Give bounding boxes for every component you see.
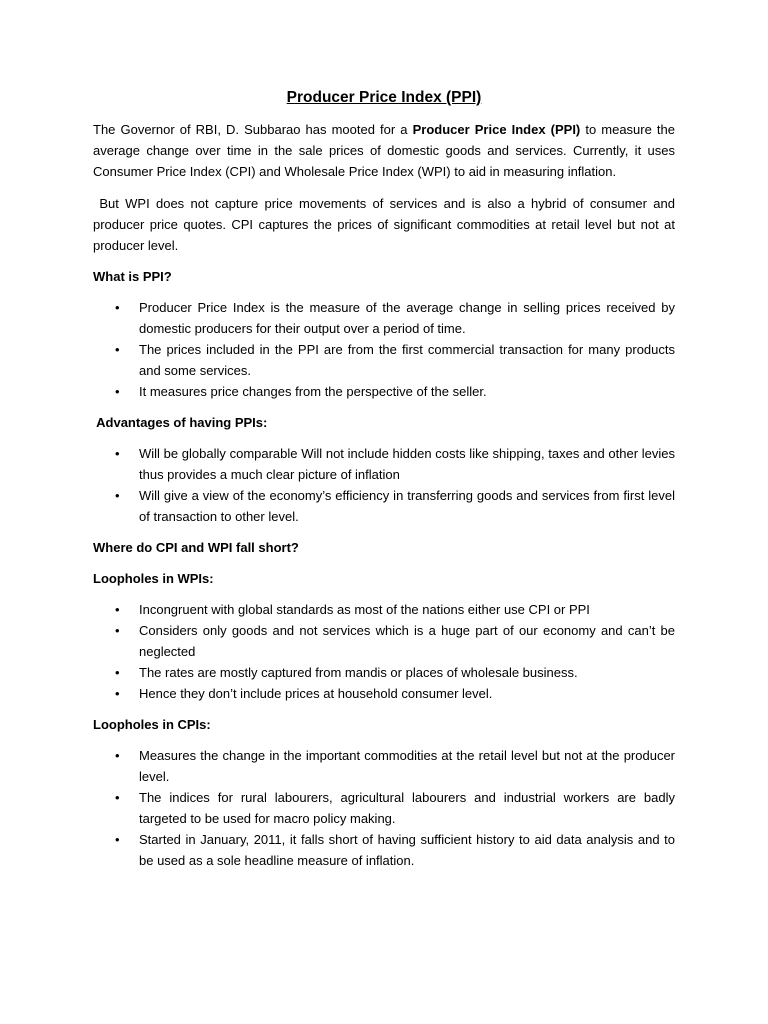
section-heading-what-is-ppi: What is PPI?	[93, 269, 172, 284]
list-item: • Incongruent with global standards as most of the nations either use CPI or PPI	[93, 599, 675, 620]
list-item: • Hence they don’t include prices at household consumer level.	[93, 683, 675, 704]
section-heading-cpi-loopholes: Loopholes in CPIs:	[93, 717, 211, 732]
wpi-loopholes-list	[93, 599, 675, 704]
intro-text-1: The Governor of RBI, D. Subbarao has mooted for a	[93, 122, 413, 137]
wpi-cpi-text: But WPI does not capture price movements of services and is also a hybrid of consumer and producer price quotes. CPI captures the prices of significant commodities at retail level but not at producer level.	[93, 196, 679, 253]
section-heading-wpi-loopholes: Loopholes in WPIs:	[93, 571, 214, 586]
list-item: • Will be globally comparable Will not include hidden costs like shipping, taxes and other levies thus provides a much clear picture of inflation	[93, 443, 675, 485]
document-body	[93, 87, 679, 881]
list-item: • Started in January, 2011, it falls short of having sufficient history to aid data analysis and to be used as a sole headline measure of inflation.	[93, 829, 675, 871]
intro-paragraph	[93, 119, 675, 182]
page-title: Producer Price Index (PPI)	[286, 89, 482, 106]
intro-bold-term: Producer Price Index (PPI)	[412, 122, 581, 137]
what-is-ppi-list	[93, 297, 675, 402]
list-item: • Producer Price Index is the measure of the average change in selling prices received by domestic producers for their output over a period of time.	[93, 297, 675, 339]
list-item: • The prices included in the PPI are from the first commercial transaction for many products and some services.	[93, 339, 675, 381]
intro-text-2: to measure the average change over time in the sale prices of domestic goods and services. Currently, it uses Consumer Price Index (CPI) and Wholesale Price Index (WPI) to aid in measuring inflation.	[93, 122, 675, 179]
wpi-cpi-paragraph	[93, 193, 679, 256]
list-item: • The indices for rural labourers, agricultural labourers and industrial workers are badly targeted to be used for macro policy making.	[93, 787, 675, 829]
section-heading-advantages: Advantages of having PPIs:	[93, 415, 268, 430]
advantages-list	[93, 443, 675, 527]
list-item: • Considers only goods and not services which is a huge part of our economy and can’t be neglected	[93, 620, 675, 662]
list-item: • The rates are mostly captured from mandis or places of wholesale business.	[93, 662, 675, 683]
section-heading-shortfall: Where do CPI and WPI fall short?	[93, 540, 299, 555]
list-item: • Will give a view of the economy’s efficiency in transferring goods and services from first level of transaction to other level.	[93, 485, 675, 527]
cpi-loopholes-list	[93, 745, 675, 871]
list-item: • It measures price changes from the perspective of the seller.	[93, 381, 675, 402]
list-item: • Measures the change in the important commodities at the retail level but not at the producer level.	[93, 745, 675, 787]
